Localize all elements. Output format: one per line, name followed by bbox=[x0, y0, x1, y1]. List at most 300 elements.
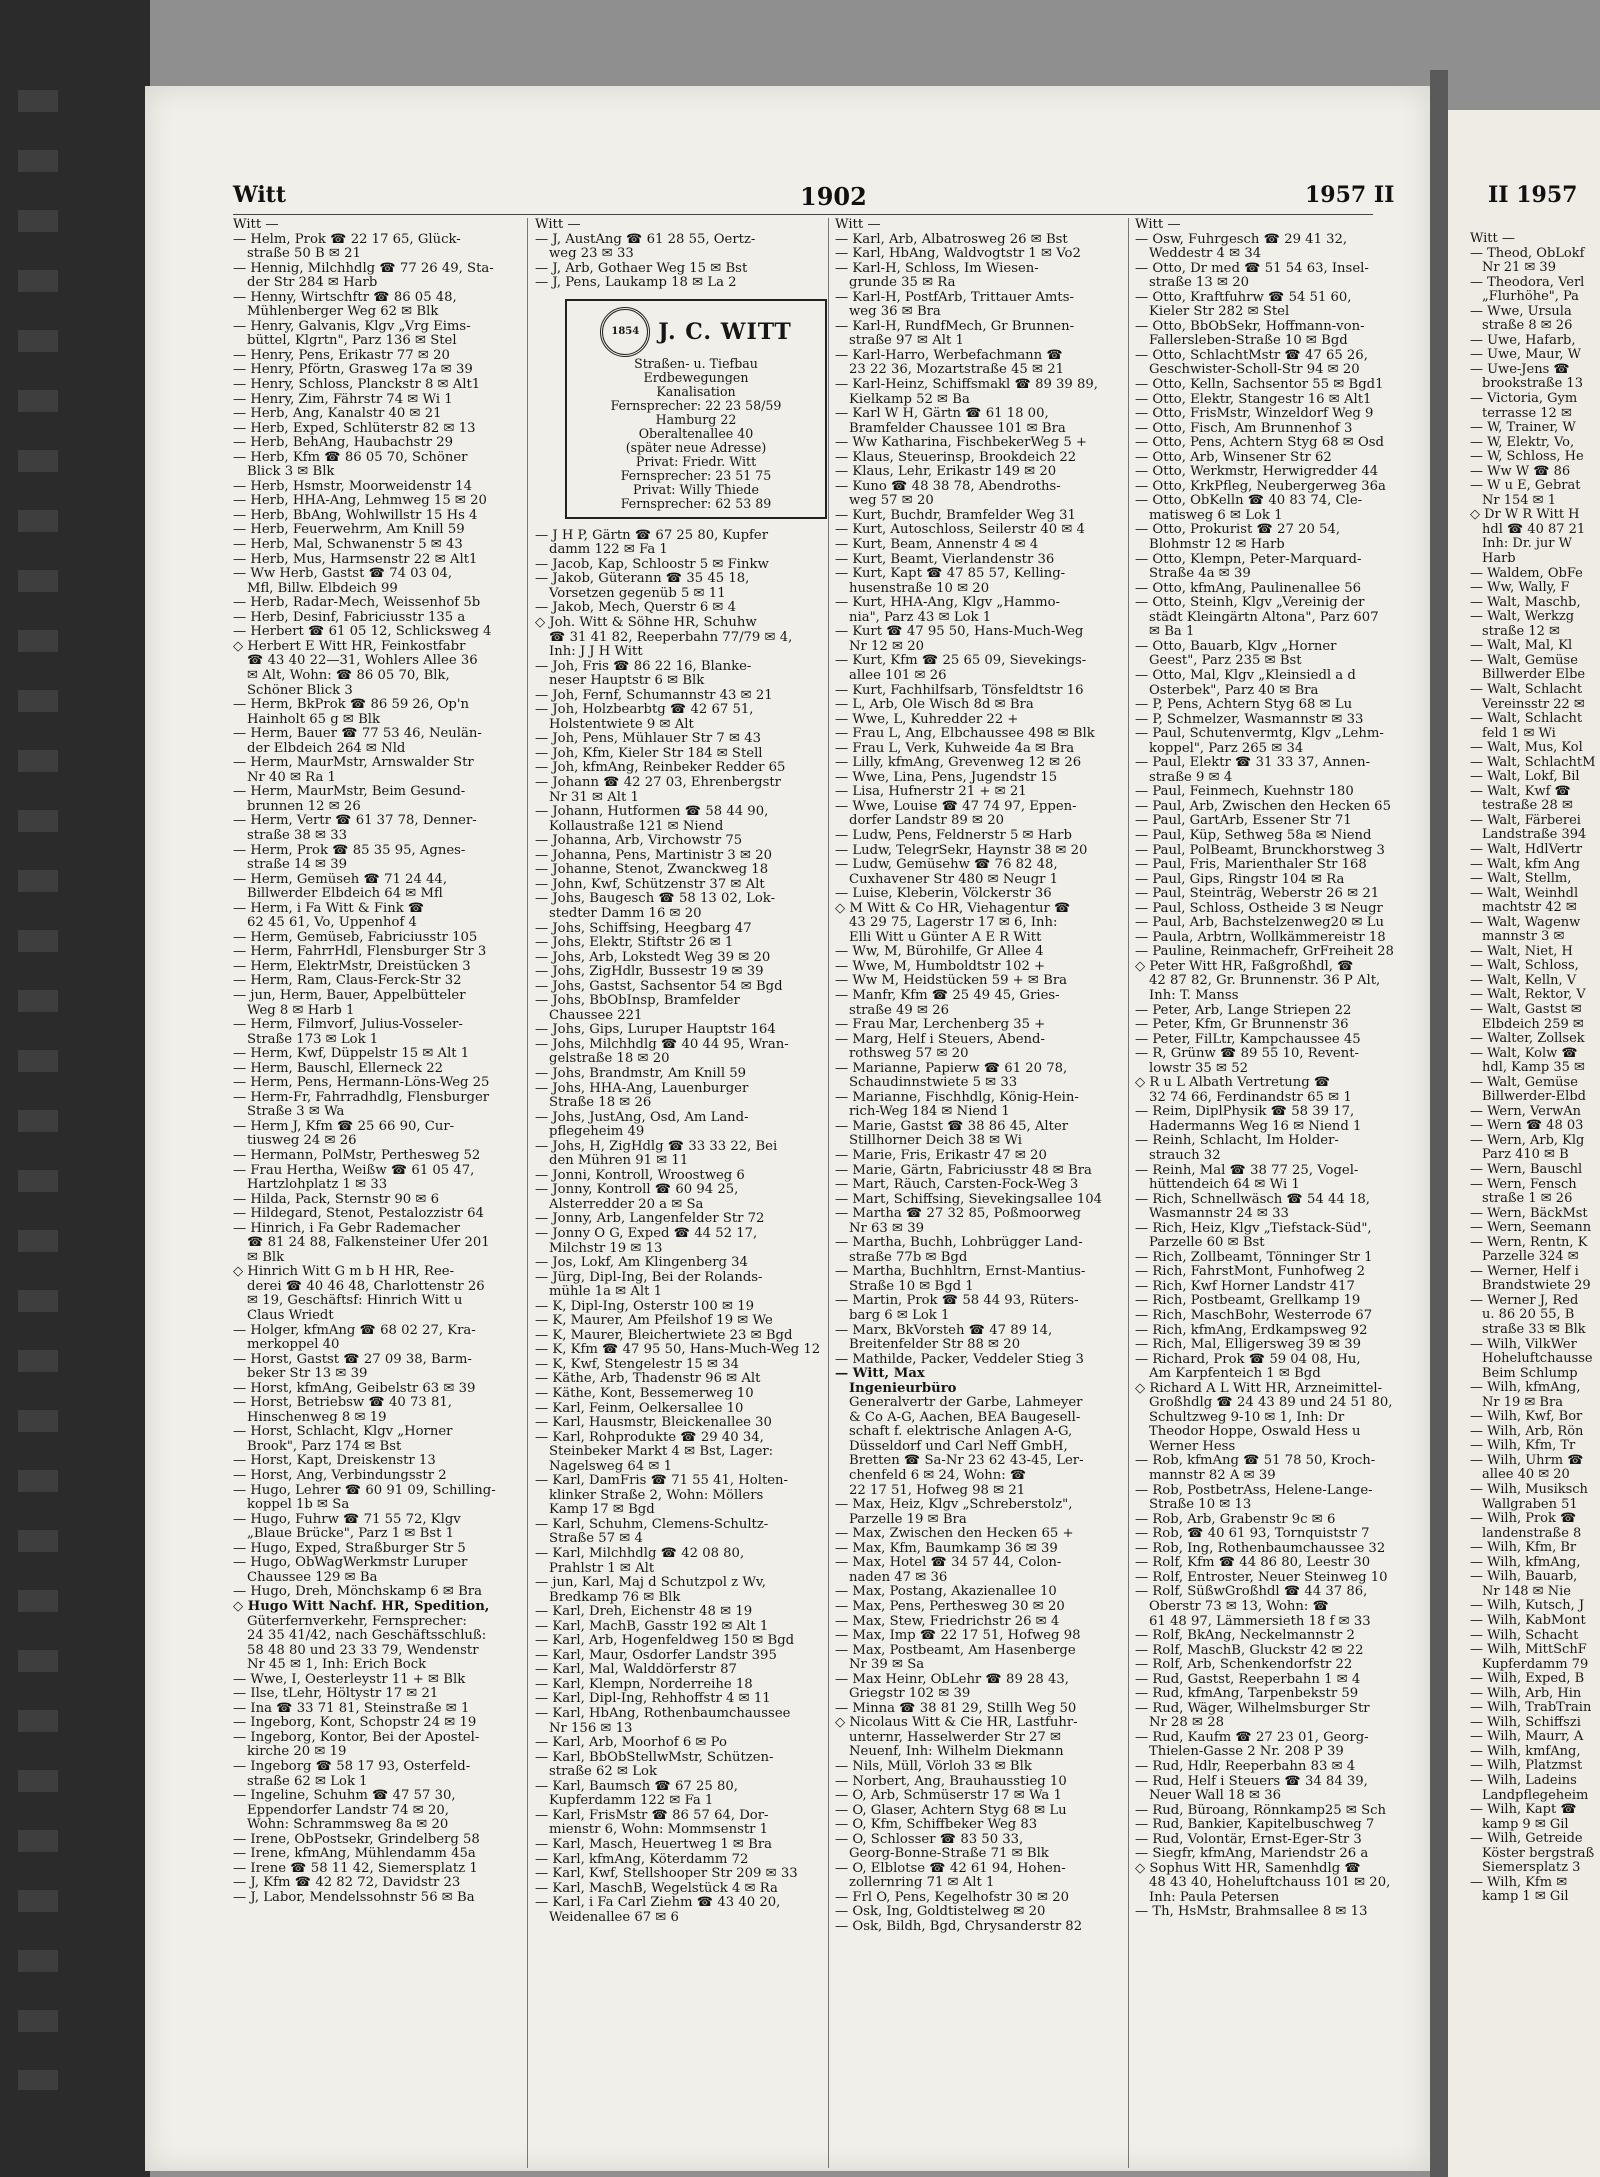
directory-entry-line: ☎ 81 24 88, Falkensteiner Ufer 201 bbox=[247, 1236, 490, 1251]
directory-entry-line: — Kuno ☎ 48 38 78, Abendroths- bbox=[835, 479, 1061, 494]
directory-entry-line: Fallersleben-Straße 10 ✉ Bgd bbox=[1149, 334, 1348, 349]
directory-entry-line: terrasse 12 ✉ bbox=[1482, 406, 1572, 421]
directory-entry-line: — Wilh, Kfm, Br bbox=[1470, 1541, 1577, 1556]
directory-entry-line: Landpflegeheim bbox=[1482, 1788, 1589, 1803]
directory-entry-line: — Johs, Arb, Lokstedt Weg 39 ✉ 20 bbox=[535, 950, 771, 965]
directory-entry-line: Brook", Parz 174 ✉ Bst bbox=[247, 1439, 402, 1454]
directory-entry-line: — Wwe, Louise ☎ 47 74 97, Eppen- bbox=[835, 799, 1077, 814]
directory-entry-line: — Karl, MachB, Gasstr 192 ✉ Alt 1 bbox=[535, 1619, 769, 1634]
directory-entry-line: — Karl, Masch, Heuertweg 1 ✉ Bra bbox=[535, 1837, 773, 1852]
directory-entry-line: Weddestr 4 ✉ 34 bbox=[1149, 247, 1262, 262]
directory-entry-line: — Herm J, Kfm ☎ 25 66 90, Cur- bbox=[233, 1119, 455, 1134]
directory-entry-line: — Jakob, Güterann ☎ 35 45 18, bbox=[535, 572, 750, 587]
directory-entry-line: — Walt, Gemüse bbox=[1470, 653, 1578, 668]
directory-entry-line: — J, Kfm ☎ 42 82 72, Davidstr 23 bbox=[233, 1876, 461, 1891]
directory-entry-line: derei ☎ 40 46 48, Charlottenstr 26 bbox=[247, 1279, 485, 1294]
directory-entry-line: Nr 148 ✉ Nie bbox=[1482, 1584, 1571, 1599]
directory-entry-line: 58 48 80 und 23 33 79, Wendenstr bbox=[247, 1643, 479, 1658]
directory-entry-line: — Wilh, Arb, Rön bbox=[1470, 1424, 1584, 1439]
directory-entry-line: Witt — bbox=[835, 218, 881, 232]
directory-entry-line: Geest", Parz 235 ✉ Bst bbox=[1149, 654, 1302, 669]
directory-entry-line: — Horst, Ang, Verbindungsstr 2 bbox=[233, 1469, 447, 1484]
directory-entry-line: Nr 28 ✉ 28 bbox=[1149, 1716, 1225, 1731]
directory-entry-line: ◇ Peter Witt HR, Faßgroßhdl, ☎ bbox=[1135, 959, 1354, 974]
directory-entry-line: — Walt, Gemüse bbox=[1470, 1075, 1578, 1090]
directory-entry-line: — Karl, Rohprodukte ☎ 29 40 34, bbox=[535, 1430, 764, 1445]
directory-entry-line: — Karl, Hausmstr, Bleickenallee 30 bbox=[535, 1416, 772, 1431]
directory-entry-line: Billwerder-Elbd bbox=[1482, 1090, 1586, 1105]
directory-entry-line: — Karl, Arb, Hogenfeldweg 150 ✉ Bgd bbox=[535, 1634, 795, 1649]
directory-entry-line: Wasmannstr 24 ✉ 33 bbox=[1149, 1207, 1289, 1222]
ad-text-line: Privat: Willy Thiede bbox=[633, 481, 759, 497]
directory-entry-line: — Irene, ObPostsekr, Grindelberg 58 bbox=[233, 1832, 480, 1847]
directory-entry-line: — Johs, Gastst, Sachsentor 54 ✉ Bgd bbox=[535, 979, 783, 994]
ad-text-line: Hamburg 22 bbox=[655, 411, 737, 427]
directory-entry-line: — Jakob, Mech, Querstr 6 ✉ 4 bbox=[535, 601, 737, 616]
directory-entry-line: Neuer Wall 18 ✉ 36 bbox=[1149, 1789, 1282, 1804]
directory-entry-line: — Karl, DamFris ☎ 71 55 41, Holten- bbox=[535, 1474, 789, 1489]
directory-entry-line: grunde 35 ✉ Ra bbox=[849, 276, 956, 291]
directory-entry-line: — Karl, FrisMstr ☎ 86 57 64, Dor- bbox=[535, 1808, 769, 1823]
directory-entry-line: — Paul, Steinträg, Weberstr 26 ✉ 21 bbox=[1135, 887, 1380, 902]
directory-entry-line: weg 36 ✉ Bra bbox=[849, 305, 941, 320]
directory-entry-line: Straße 3 ✉ Wa bbox=[247, 1105, 345, 1120]
directory-entry-line: — Martin, Prok ☎ 58 44 93, Rüters- bbox=[835, 1294, 1079, 1309]
directory-entry-line: — Reinh, Schlacht, Im Holder- bbox=[1135, 1134, 1339, 1149]
directory-entry-line: — Rolf, SüßwGroßhdl ☎ 44 37 86, bbox=[1135, 1585, 1368, 1600]
directory-entry-line: Witt — bbox=[535, 218, 581, 232]
directory-entry-line: — Pauline, Reinmachefr, GrFreiheit 28 bbox=[1135, 945, 1394, 960]
directory-entry-line: — Herm, ElektrMstr, Dreistücken 3 bbox=[233, 959, 471, 974]
directory-entry-line: Wallgraben 51 bbox=[1482, 1497, 1578, 1512]
directory-entry-line: — Mart, Schiffsing, Sievekingsallee 104 bbox=[835, 1192, 1103, 1207]
directory-entry-line: 61 48 97, Lämmersieth 18 f ✉ 33 bbox=[1149, 1614, 1371, 1629]
directory-entry-line: — Frl O, Pens, Kegelhofstr 30 ✉ 20 bbox=[835, 1890, 1070, 1905]
directory-entry-line: — Wilh, kfmAng, bbox=[1470, 1381, 1581, 1396]
directory-entry-line: — Karl, BbObStellwMstr, Schützen- bbox=[535, 1750, 774, 1765]
directory-entry-line: — Rud, Wäger, Wilhelmsburger Str bbox=[1135, 1701, 1370, 1716]
directory-entry-line: ◇ R u L Albath Vertretung ☎ bbox=[1135, 1076, 1331, 1091]
directory-entry-line: — Johanne, Stenot, Zwanckweg 18 bbox=[535, 863, 769, 878]
directory-entry-line: Inh: J J H Witt bbox=[549, 645, 643, 660]
directory-entry-line: — Walt, Rektor, V bbox=[1470, 988, 1586, 1003]
directory-entry-line: Düsseldorf und Carl Neff GmbH, bbox=[849, 1439, 1068, 1454]
directory-entry-line: Kamp 17 ✉ Bgd bbox=[549, 1503, 655, 1518]
directory-entry-line: — Rud, Kaufm ☎ 27 23 01, Georg- bbox=[1135, 1730, 1369, 1745]
directory-entry-line: — Herm, MaurMstr, Arnswalder Str bbox=[233, 756, 474, 771]
directory-entry-line: Witt — bbox=[1135, 218, 1181, 232]
directory-entry-line: — Herbert ☎ 61 05 12, Schlicksweg 4 bbox=[233, 625, 492, 640]
directory-entry-line: — Manfr, Kfm ☎ 25 49 45, Gries- bbox=[835, 988, 1060, 1003]
directory-entry-line: — O, Glaser, Achtern Styg 68 ✉ Lu bbox=[835, 1803, 1067, 1818]
directory-entry-line: — Otto, BbObSekr, Hoffmann-von- bbox=[1135, 319, 1365, 334]
directory-entry-line: merkoppel 40 bbox=[247, 1338, 340, 1353]
directory-entry-line: — Käthe, Kont, Bessemerweg 10 bbox=[535, 1387, 754, 1401]
directory-entry-line: Billwerder Elbdeich 64 ✉ Mfl bbox=[247, 887, 443, 902]
directory-entry-line: — Herm, i Fa Witt & Fink ☎ bbox=[233, 901, 425, 916]
directory-entry-line: — Walt, Werkzg bbox=[1470, 610, 1575, 625]
directory-entry-line: — Otto, Klempn, Peter-Marquard- bbox=[1135, 552, 1362, 567]
directory-entry-line: — Herm, Ram, Claus-Ferck-Str 32 bbox=[233, 974, 462, 989]
directory-entry-line: Nr 39 ✉ Sa bbox=[849, 1658, 925, 1673]
directory-entry-line: Witt — bbox=[233, 218, 279, 232]
directory-entry-line: — Johs, JustAng, Osd, Am Land- bbox=[535, 1110, 749, 1125]
directory-entry-line: — Otto, SchlachtMstr ☎ 47 65 26, bbox=[1135, 348, 1368, 363]
directory-entry-line: — Wern, Fensch bbox=[1470, 1177, 1577, 1192]
directory-entry-line: — Peter, Arb, Lange Striepen 22 bbox=[1135, 1003, 1352, 1018]
directory-entry-line: — Kurt, Beamt, Vierlandenstr 36 bbox=[835, 552, 1055, 567]
directory-entry-line: Kupferdamm 122 ✉ Fa 1 bbox=[549, 1794, 714, 1809]
directory-entry-line: — Walt, Niet, H bbox=[1470, 944, 1573, 959]
directory-entry-line: — W u E, Gebrat bbox=[1470, 479, 1581, 494]
directory-entry-line: — Henry, Schloss, Planckstr 8 ✉ Alt1 bbox=[233, 378, 481, 393]
directory-entry-line: Nr 21 ✉ 39 bbox=[1482, 261, 1556, 276]
directory-entry-line: — Rud, Volontär, Ernst-Eger-Str 3 bbox=[1135, 1832, 1362, 1847]
directory-entry-line: „Flurhöhe", Pa bbox=[1482, 290, 1579, 305]
directory-entry-line: — Hildegard, Stenot, Pestalozzistr 64 bbox=[233, 1207, 484, 1222]
directory-entry-line: Nr 156 ✉ 13 bbox=[549, 1721, 633, 1736]
directory-entry-line: — W, Schloss, He bbox=[1470, 450, 1584, 465]
directory-entry-line: — Rich, FahrstMont, Funhofweg 2 bbox=[1135, 1265, 1365, 1280]
directory-entry-line: — Hugo, Dreh, Mönchskamp 6 ✉ Bra bbox=[233, 1585, 482, 1600]
directory-entry-line: — Kurt ☎ 47 95 50, Hans-Much-Weg bbox=[835, 625, 1084, 640]
directory-entry-line: — Karl, kfmAng, Köterdamm 72 bbox=[535, 1852, 749, 1867]
directory-entry-line: — Paul, Arb, Zwischen den Hecken 65 bbox=[1135, 799, 1391, 814]
ad-company-name: J. C. WITT bbox=[658, 318, 792, 345]
directory-entry-line: — Otto, ObKelln ☎ 40 83 74, Cle- bbox=[1135, 494, 1363, 509]
directory-entry-line: beker Str 13 ✉ 39 bbox=[247, 1367, 368, 1382]
directory-entry-line: — Karl, Dreh, Eichenstr 48 ✉ 19 bbox=[535, 1605, 753, 1620]
directory-entry-line: — Horst, Schlacht, Klgv „Horner bbox=[233, 1425, 453, 1440]
directory-entry-line: — Ww W ☎ 86 bbox=[1470, 464, 1571, 479]
directory-entry-line: Hainholt 65 g ✉ Blk bbox=[247, 712, 380, 727]
directory-entry-line: — Walt, Stellm, bbox=[1470, 872, 1572, 887]
directory-entry-line: — Joh, Holzbearbtg ☎ 42 67 51, bbox=[535, 703, 754, 718]
directory-entry-line: — Rich, Zollbeamt, Tönninger Str 1 bbox=[1135, 1250, 1373, 1265]
directory-entry-line: stedter Damm 16 ✉ 20 bbox=[549, 906, 702, 921]
directory-entry-line: Steinbeker Markt 4 ✉ Bst, Lager: bbox=[549, 1445, 774, 1460]
directory-entry-line: — Wilh, kmfAng, bbox=[1470, 1744, 1581, 1759]
directory-entry-line: — Rud, kfmAng, Tarpenbekstr 59 bbox=[1135, 1687, 1359, 1702]
directory-entry-line: — Karl, Klempn, Norderreihe 18 bbox=[535, 1677, 753, 1692]
directory-entry-line: — Hugo, Fuhrw ☎ 71 55 72, Klgv bbox=[233, 1512, 461, 1527]
directory-entry-line: Elbdeich 259 ✉ bbox=[1482, 1017, 1584, 1032]
directory-entry-line: ✉ Blk bbox=[247, 1250, 285, 1265]
directory-entry-line: — Karl W H, Gärtn ☎ 61 18 00, bbox=[835, 407, 1049, 422]
directory-entry-line: gelstraße 18 ✉ 20 bbox=[549, 1052, 670, 1067]
directory-entry-line: — Karl, i Fa Carl Ziehm ☎ 43 40 20, bbox=[535, 1896, 781, 1911]
directory-entry-line: Harb bbox=[1482, 552, 1516, 567]
directory-entry-line: — Henry, Pens, Erikastr 77 ✉ 20 bbox=[233, 348, 450, 363]
directory-entry-line: — Johs, Brandmstr, Am Knill 59 bbox=[535, 1066, 747, 1081]
directory-entry-line: — Helm, Prok ☎ 22 17 65, Glück- bbox=[233, 232, 461, 247]
directory-entry-line: Vereinsstr 22 ✉ bbox=[1482, 697, 1585, 712]
directory-entry-line: — Rud, Bankier, Kapitelbuschweg 7 bbox=[1135, 1818, 1375, 1833]
directory-entry-line: Chaussee 129 ✉ Ba bbox=[247, 1570, 378, 1585]
directory-entry-line: — O, Schlosser ☎ 83 50 33, bbox=[835, 1832, 1024, 1847]
directory-entry-line: — Richard, Prok ☎ 59 04 08, Hu, bbox=[1135, 1352, 1361, 1367]
left-book-edge bbox=[0, 0, 150, 2177]
directory-entry-line: straße 38 ✉ 33 bbox=[247, 828, 348, 843]
directory-entry-line: — Marie, Gastst ☎ 38 86 45, Alter bbox=[835, 1119, 1069, 1134]
directory-entry-line: — Mathilde, Packer, Veddeler Stieg 3 bbox=[835, 1352, 1084, 1367]
directory-entry-line: — Peter, Kfm, Gr Brunnenstr 36 bbox=[1135, 1018, 1349, 1033]
directory-entry-line: — Karl, Baumsch ☎ 67 25 80, bbox=[535, 1779, 738, 1794]
directory-entry-line: Brandstwiete 29 bbox=[1482, 1279, 1591, 1294]
directory-entry-line: Theodor Hoppe, Oswald Hess u bbox=[1149, 1425, 1361, 1440]
directory-entry-line: — Luise, Kleberin, Völckerstr 36 bbox=[835, 887, 1052, 902]
directory-entry-line: — Ingeborg, Kont, Schopstr 24 ✉ 19 bbox=[233, 1716, 477, 1731]
directory-entry-line: — Johs, BbObInsp, Bramfelder bbox=[535, 994, 740, 1009]
directory-entry-line: testraße 28 ✉ bbox=[1482, 799, 1573, 814]
directory-entry-line: — Rich, Schnellwäsch ☎ 54 44 18, bbox=[1135, 1192, 1370, 1207]
directory-entry-line: — Rud, Hdlr, Reeperbahn 83 ✉ 4 bbox=[1135, 1759, 1356, 1774]
directory-entry-line: — Walt, Kolw ☎ bbox=[1470, 1046, 1578, 1061]
directory-entry-line: — Kurt, HHA-Ang, Klgv „Hammo- bbox=[835, 596, 1060, 611]
directory-entry-line: — Herb, Mal, Schwanenstr 5 ✉ 43 bbox=[233, 538, 463, 553]
directory-entry-line: — Uwe, Hafarb, bbox=[1470, 333, 1576, 348]
directory-entry-line: 48 43 40, Hoheluftchauss 101 ✉ 20, bbox=[1149, 1876, 1391, 1891]
directory-entry-line: — Wilh, Platzmst bbox=[1470, 1759, 1583, 1774]
directory-entry-line: der Elbdeich 264 ✉ Nld bbox=[247, 741, 406, 756]
directory-entry-line: — Max, Stew, Friedrichstr 26 ✉ 4 bbox=[835, 1614, 1060, 1629]
directory-entry-line: Parzelle 19 ✉ Bra bbox=[849, 1512, 967, 1527]
directory-entry-line: — Walt, Mal, Kl bbox=[1470, 639, 1573, 654]
directory-entry-line: — Frau L, Ang, Elbchaussee 498 ✉ Blk bbox=[835, 727, 1095, 742]
directory-entry-line: — Ww Katharina, FischbekerWeg 5 + bbox=[835, 436, 1087, 451]
directory-entry-line: — Marie, Gärtn, Fabriciusstr 48 ✉ Bra bbox=[835, 1163, 1092, 1178]
ad-text-line: Erdbewegungen bbox=[643, 369, 749, 385]
directory-entry-line: Cuxhavener Str 480 ✉ Neugr 1 bbox=[849, 872, 1059, 887]
directory-entry-line: — Wilh, KabMont bbox=[1470, 1613, 1586, 1628]
directory-entry-line: Nr 40 ✉ Ra 1 bbox=[247, 770, 336, 785]
directory-entry-line: — Herm, Bauer ☎ 77 53 46, Neulän- bbox=[233, 727, 482, 742]
directory-entry-line: Mühlenberger Weg 62 ✉ Blk bbox=[247, 305, 439, 320]
directory-entry-line: — Hilda, Pack, Sternstr 90 ✉ 6 bbox=[233, 1192, 440, 1207]
directory-entry-line: — Karl-H, PostfArb, Trittauer Amts- bbox=[835, 290, 1074, 305]
directory-entry-line: mannstr 82 A ✉ 39 bbox=[1149, 1469, 1276, 1484]
directory-entry-line: — Walt, kfm Ang bbox=[1470, 857, 1580, 872]
directory-entry-line: — Otto, Steinh, Klgv „Vereinig der bbox=[1135, 596, 1365, 611]
directory-entry-line: Nr 63 ✉ 39 bbox=[849, 1221, 925, 1236]
directory-entry-line: — Wilh, Arb, Hin bbox=[1470, 1686, 1582, 1701]
directory-entry-line: — Max, Postang, Akazienallee 10 bbox=[835, 1585, 1057, 1600]
directory-entry-line: koppel", Parz 265 ✉ 34 bbox=[1149, 741, 1304, 756]
directory-entry-line: Oberstr 73 ✉ 13, Wohn: ☎ bbox=[1149, 1599, 1329, 1614]
directory-entry-line: — Rich, kfmAng, Erdkampsweg 92 bbox=[1135, 1323, 1368, 1338]
directory-entry-line: Am Karpfenteich 1 ✉ Bgd bbox=[1149, 1367, 1321, 1382]
directory-entry-line: — Karl, HbAng, Rothenbaumchaussee bbox=[535, 1707, 791, 1722]
directory-entry-line: ✉ 19, Geschäftsf: Hinrich Witt u bbox=[247, 1294, 463, 1309]
directory-entry-line: — Kurt, Buchdr, Bramfelder Weg 31 bbox=[835, 508, 1076, 523]
directory-entry-line: — Herb, Hsmstr, Moorweidenstr 14 bbox=[233, 479, 472, 494]
directory-entry-line: ☎ 31 41 82, Reeperbahn 77/79 ✉ 4, bbox=[549, 630, 793, 645]
directory-entry-line: — Otto, Bauarb, Klgv „Horner bbox=[1135, 639, 1337, 654]
company-seal-icon: 1854 bbox=[600, 307, 650, 357]
directory-entry-line: — Wilh, TrabTrain bbox=[1470, 1701, 1592, 1716]
directory-entry-line: — O, Elblotse ☎ 42 61 94, Hohen- bbox=[835, 1861, 1066, 1876]
directory-entry-line: — Johs, Elektr, Stiftstr 26 ✉ 1 bbox=[535, 936, 734, 951]
directory-entry-line: — Jonni, Kontroll, Wroostweg 6 bbox=[535, 1168, 745, 1183]
directory-entry-line: Hadermanns Weg 16 ✉ Niend 1 bbox=[1149, 1119, 1362, 1134]
directory-entry-line: — Hinrich, i Fa Gebr Rademacher bbox=[233, 1221, 461, 1236]
directory-entry-line: — Osk, Ing, Goldtistelweg ✉ 20 bbox=[835, 1905, 1046, 1920]
directory-entry-line: — Walt, Schloss, bbox=[1470, 959, 1579, 974]
directory-entry-line: — Wern, BäckMst bbox=[1470, 1206, 1588, 1221]
directory-entry-line: — Max, Heiz, Klgv „Schreberstolz", bbox=[835, 1498, 1073, 1513]
directory-entry-line: ✉ Alt, Wohn: ☎ 86 05 70, Blk, bbox=[247, 668, 450, 683]
directory-entry-line: — O, Arb, Schmüserstr 17 ✉ Wa 1 bbox=[835, 1789, 1062, 1804]
directory-entry-line: — Herb, Radar-Mech, Weissenhof 5b bbox=[233, 596, 481, 611]
directory-entry-line: — P, Schmelzer, Wasmannstr ✉ 33 bbox=[1135, 712, 1364, 727]
directory-entry-line: — Walt, Maschb, bbox=[1470, 595, 1581, 610]
directory-entry-line: — Otto, Dr med ☎ 51 54 63, Insel- bbox=[1135, 261, 1369, 276]
directory-entry-line: mannstr 3 ✉ bbox=[1482, 930, 1565, 945]
directory-entry-line: straße 14 ✉ 39 bbox=[247, 858, 348, 873]
directory-entry-line: — Wwe, Lina, Pens, Jugendstr 15 bbox=[835, 770, 1058, 785]
directory-entry-line: — Wilh, Uhrm ☎ bbox=[1470, 1453, 1584, 1468]
directory-entry-line: — Max Heinr, ObLehr ☎ 89 28 43, bbox=[835, 1672, 1069, 1687]
directory-entry-line: — Klaus, Lehr, Erikastr 149 ✉ 20 bbox=[835, 465, 1057, 480]
jc-witt-advertisement bbox=[565, 299, 827, 519]
directory-entry-line: — Walt, Wagenw bbox=[1470, 915, 1581, 930]
directory-entry-line: — Frau Mar, Lerchenberg 35 + bbox=[835, 1018, 1046, 1033]
directory-entry-line: Nr 19 ✉ Bra bbox=[1482, 1395, 1563, 1410]
right-page-column bbox=[1470, 232, 1600, 1905]
directory-entry-line: Güterfernverkehr, Fernsprecher: bbox=[247, 1614, 467, 1629]
directory-entry-line: straße 50 B ✉ 21 bbox=[247, 247, 361, 262]
directory-entry-line: — Otto, Werkmstr, Herwigredder 44 bbox=[1135, 465, 1379, 480]
directory-entry-line: — Rob, Ing, Rothenbaumchaussee 32 bbox=[1135, 1541, 1386, 1556]
directory-entry-line: — Wilh, Ladeins bbox=[1470, 1773, 1577, 1788]
directory-entry-line: weg 23 ✉ 33 bbox=[549, 247, 634, 262]
directory-entry-line: ◇ Nicolaus Witt & Cie HR, Lastfuhr- bbox=[835, 1716, 1078, 1731]
directory-entry-line: — K, Kfm ☎ 47 95 50, Hans-Much-Weg 12 bbox=[535, 1343, 821, 1358]
directory-entry-line: — Kurt, Fachhilfsarb, Tönsfeldtstr 16 bbox=[835, 683, 1084, 698]
directory-entry-line: — Ww Herb, Gastst ☎ 74 03 04, bbox=[233, 567, 453, 582]
directory-entry-line: — Norbert, Ang, Brauhausstieg 10 bbox=[835, 1774, 1067, 1789]
directory-entry-line: husenstraße 10 ✉ 20 bbox=[849, 581, 990, 596]
directory-entry-line: — Johanna, Arb, Virchowstr 75 bbox=[535, 834, 743, 849]
directory-entry-line: Claus Wriedt bbox=[247, 1309, 334, 1324]
directory-entry-line: — K, Maurer, Am Pfeilshof 19 ✉ We bbox=[535, 1314, 773, 1329]
directory-entry-line: Vorsetzen gegenüb 5 ✉ 11 bbox=[549, 586, 726, 601]
directory-entry-line: — Joh, kfmAng, Reinbeker Redder 65 bbox=[535, 761, 786, 776]
directory-entry-line: — Theodora, Verl bbox=[1470, 275, 1585, 290]
directory-entry-line: Großhdlg ☎ 24 43 89 und 24 51 80, bbox=[1149, 1396, 1393, 1411]
directory-entry-line: kamp 1 ✉ Gil bbox=[1482, 1890, 1569, 1905]
directory-entry-line: — K, Maurer, Bleichertwiete 23 ✉ Bgd bbox=[535, 1328, 793, 1343]
directory-entry-line: — Martha, Buchh, Lohbrügger Land- bbox=[835, 1236, 1083, 1251]
directory-entry-line: — Werner, Helf i bbox=[1470, 1264, 1579, 1279]
directory-entry-line: — Rolf, MaschB, Gluckstr 42 ✉ 22 bbox=[1135, 1643, 1364, 1658]
directory-entry-line: — Wilh, Schacht bbox=[1470, 1628, 1579, 1643]
directory-entry-line: — Max, Zwischen den Hecken 65 + bbox=[835, 1527, 1074, 1542]
directory-entry-line: ◇ Sophus Witt HR, Samenhdlg ☎ bbox=[1135, 1861, 1361, 1876]
directory-entry-line: — Jonny, Kontroll ☎ 60 94 25, bbox=[535, 1183, 739, 1198]
directory-entry-line: — Henry, Zim, Fährstr 74 ✉ Wi 1 bbox=[233, 392, 453, 407]
directory-entry-line: den Mühren 91 ✉ 11 bbox=[549, 1154, 689, 1169]
directory-entry-line: — J H P, Gärtn ☎ 67 25 80, Kupfer bbox=[535, 528, 769, 543]
directory-entry-line: — Hugo, ObWagWerkmstr Luruper bbox=[233, 1556, 468, 1571]
directory-entry-line: — Jürg, Dipl-Ing, Bei der Rolands- bbox=[535, 1270, 763, 1285]
directory-entry-line: — Reim, DiplPhysik ☎ 58 39 17, bbox=[1135, 1105, 1355, 1120]
directory-entry-line: — Wilh, Kutsch, J bbox=[1470, 1599, 1585, 1614]
directory-entry-line: 43 29 75, Lagerstr 17 ✉ 6, Inh: bbox=[849, 916, 1058, 931]
directory-entry-line: Hoheluftchausse bbox=[1482, 1352, 1593, 1367]
directory-entry-line: kirche 20 ✉ 19 bbox=[247, 1745, 347, 1760]
directory-entry-line: Straße 57 ✉ 4 bbox=[549, 1532, 643, 1547]
directory-entry-line: — Wern ☎ 48 03 bbox=[1470, 1119, 1584, 1134]
directory-entry-line: — Paul, Schloss, Ostheide 3 ✉ Neugr bbox=[1135, 901, 1383, 916]
directory-entry-line: — Herm, Vertr ☎ 61 37 78, Denner- bbox=[233, 814, 477, 829]
directory-entry-line: straße 97 ✉ Alt 1 bbox=[849, 334, 964, 349]
directory-entry-line: — Rolf, BkAng, Neckelmannstr 2 bbox=[1135, 1629, 1355, 1644]
directory-entry-line: — Herb, Ang, Kanalstr 40 ✉ 21 bbox=[233, 407, 442, 422]
directory-entry-line: — Max, Kfm, Baumkamp 36 ✉ 39 bbox=[835, 1541, 1058, 1556]
directory-entry-line: — Johann ☎ 42 27 03, Ehrenbergstr bbox=[535, 776, 781, 791]
directory-entry-line: Nagelsweg 64 ✉ 1 bbox=[549, 1459, 672, 1474]
directory-entry-line: straße 33 ✉ Blk bbox=[1482, 1323, 1586, 1338]
right-page-header: II 1957 bbox=[1488, 182, 1578, 208]
directory-entry-line: rich-Weg 184 ✉ Niend 1 bbox=[849, 1105, 1010, 1120]
directory-entry-line: — Kurt, Kapt ☎ 47 85 57, Kelling- bbox=[835, 567, 1066, 582]
directory-entry-line: feld 1 ✉ Wi bbox=[1482, 726, 1556, 741]
directory-entry-line: ◇ Richard A L Witt HR, Arzneimittel- bbox=[1135, 1381, 1383, 1396]
directory-entry-line: Bredkamp 76 ✉ Blk bbox=[549, 1590, 681, 1605]
directory-entry-line: Inh: T. Manss bbox=[1149, 988, 1239, 1003]
directory-entry-line: — Paul, Schutenvermtg, Klgv „Lehm- bbox=[1135, 727, 1384, 742]
directory-entry-line: Parzelle 60 ✉ Bst bbox=[1149, 1236, 1265, 1251]
directory-entry-line: Weg 8 ✉ Harb 1 bbox=[247, 1003, 355, 1018]
directory-entry-line: allee 101 ✉ 26 bbox=[849, 668, 947, 683]
directory-entry-line: — Paul, Fris, Marienthaler Str 168 bbox=[1135, 858, 1367, 873]
directory-entry-line: — Horst, Kapt, Dreiskenstr 13 bbox=[233, 1454, 436, 1469]
directory-entry-line: Hinschenweg 8 ✉ 19 bbox=[247, 1410, 387, 1425]
directory-entry-line: — Kurt, Kfm ☎ 25 65 09, Sievekings- bbox=[835, 654, 1087, 669]
directory-entry-line: — Herm, MaurMstr, Beim Gesund- bbox=[233, 785, 466, 800]
directory-entry-line: — Wilh, VilkWer bbox=[1470, 1337, 1577, 1352]
directory-entry-line: — Rob, kfmAng ☎ 51 78 50, Kroch- bbox=[1135, 1454, 1376, 1469]
page-number: 1902 bbox=[800, 182, 867, 211]
directory-entry-line: Mfl, Billw. Elbdeich 99 bbox=[247, 581, 398, 596]
directory-entry-line: — Rud, Gastst, Reeperbahn 1 ✉ 4 bbox=[1135, 1672, 1361, 1687]
directory-entry-line: — Mart, Räuch, Carsten-Fock-Weg 3 bbox=[835, 1178, 1079, 1193]
directory-entry-line: — Paul, Arb, Bachstelzenweg20 ✉ Lu bbox=[1135, 916, 1385, 931]
directory-entry-line: — Hennig, Milchhdlg ☎ 77 26 49, Sta- bbox=[233, 261, 494, 276]
directory-entry-line: Bretten ☎ Sa-Nr 23 62 43-45, Ler- bbox=[849, 1454, 1084, 1469]
directory-entry-line: straße 49 ✉ 26 bbox=[849, 1003, 950, 1018]
directory-entry-line: — R, Grünw ☎ 89 55 10, Revent- bbox=[1135, 1047, 1359, 1062]
directory-entry-line: straße 9 ✉ 4 bbox=[1149, 770, 1233, 785]
directory-entry-line: — Ingeborg, Kontor, Bei der Apostel- bbox=[233, 1730, 480, 1745]
directory-entry-line: straße 13 ✉ 20 bbox=[1149, 276, 1250, 291]
directory-entry-line: straße 77b ✉ Bgd bbox=[849, 1250, 968, 1265]
directory-entry-line: — J, Pens, Laukamp 18 ✉ La 2 bbox=[535, 276, 737, 291]
directory-entry-line: — Paula, Arbtrn, Wollkämmereistr 18 bbox=[1135, 930, 1386, 945]
column-2 bbox=[535, 218, 830, 1925]
directory-entry-line: städt Kleingärtn Altona", Parz 607 bbox=[1149, 610, 1379, 625]
directory-entry-line: & Co A-G, Aachen, BEA Baugesell- bbox=[849, 1410, 1081, 1425]
directory-entry-line: Milchstr 19 ✉ 13 bbox=[549, 1241, 663, 1256]
directory-entry-line: Straße 173 ✉ Lok 1 bbox=[247, 1032, 379, 1047]
directory-entry-line: 32 74 66, Ferdinandstr 65 ✉ 1 bbox=[1149, 1090, 1352, 1105]
directory-entry-line: — Wilh, Musiksch bbox=[1470, 1483, 1588, 1498]
directory-entry-line: ◇ Herbert E Witt HR, Feinkostfabr bbox=[233, 639, 466, 654]
directory-entry-line: strauch 32 bbox=[1149, 1149, 1221, 1163]
directory-entry-line: — Rud, Helf i Steuers ☎ 34 84 39, bbox=[1135, 1774, 1368, 1789]
directory-entry-line: Griegstr 102 ✉ 39 bbox=[849, 1687, 971, 1702]
